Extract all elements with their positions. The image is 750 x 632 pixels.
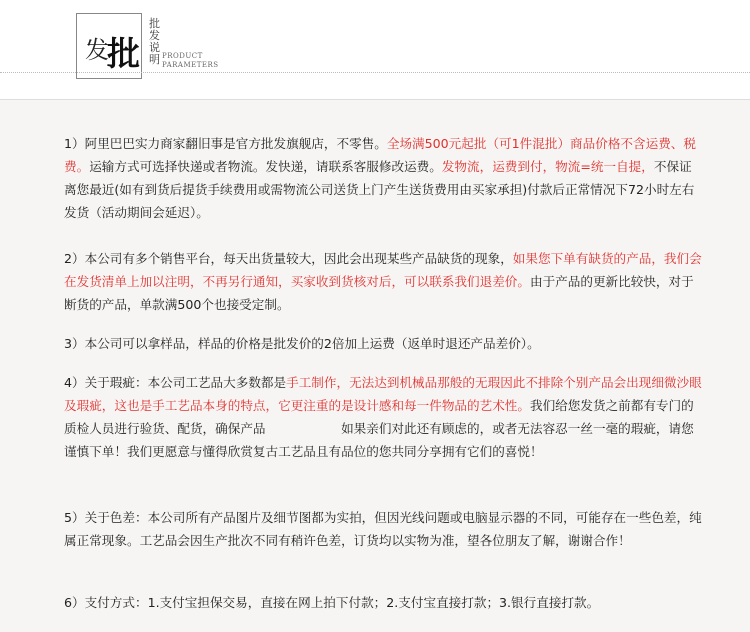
english-line-2: PARAMETERS [162, 61, 219, 69]
para-1-seg-5: 不保证离您最近(如有到货后提货手续费用或需物流公司送货上门产生送货费用由买家承担)付款后正常情况下72小时左右发货（活动期间会延迟）。 [64, 159, 695, 220]
para-2-seg-1: 2）本公司有多个销售平台，每天出货量较大，因此会出现某些产品缺货的现象， [64, 251, 513, 266]
paragraph-5 [64, 506, 704, 552]
para-2-seg-2: 如果您下单有缺货的产品，我们会在发货清单上加以注明，不再另行通知，买家收到货核对后，可以联系我们退差价。 [64, 251, 702, 289]
english-subtitle [162, 52, 219, 70]
paragraph-6 [64, 591, 704, 614]
vertical-title: 批发说明 [149, 17, 160, 66]
title-logo [76, 13, 142, 79]
para-3-seg-1: 3）本公司可以拿样品，样品的价格是批发价的2倍加上运费（返单时退还产品差价）。 [64, 336, 540, 351]
para-5-seg-1: 5）关于色差：本公司所有产品图片及细节图都为实拍，但因光线问题或电脑显示器的不同，可能存在一些色差，纯属正常现象。工艺品会因生产批次不同有稍许色差，订货均以实物为准，望各位朋友了解，谢谢合作！ [64, 510, 702, 548]
para-4-seg-3: 我们给您发货之前都有专门的质检人员进行验货、配货，确保产品 如果亲们对此还有顾虑的，或者无法容忍一丝一毫的瑕疵，请您谨慎下单！我们更愿意与懂得欣赏复古工艺品且有品位的您共同分享拥有它们的喜悦！ [64, 398, 694, 459]
paragraph-1 [64, 132, 704, 224]
para-4-seg-2: 手工制作，无法达到机械品那般的无瑕因此不排除个别产品会出现细微沙眼及瑕疵，这也是手工艺品本身的特点，它更注重的是设计感和每一件物品的艺术性。 [64, 375, 702, 413]
header-divider-dotted [0, 72, 750, 73]
content-area [0, 100, 750, 632]
logo-char-big: 批 [107, 34, 140, 73]
logo-char-small: 发 [85, 36, 109, 64]
para-1-seg-2: 全场满500元起批（可1件混批）商品价格不含运费、税费。 [64, 136, 696, 174]
para-1-seg-4: 发物流，运费到付，物流=统一自提， [441, 159, 654, 174]
para-4-seg-1: 4）关于瑕疵：本公司工艺品大多数都是 [64, 375, 287, 390]
paragraph-4 [64, 371, 704, 463]
para-2-seg-3: 由于产品的更新比较快，对于断货的产品，单款满500个也接受定制。 [64, 274, 694, 312]
para-6-seg-1: 6）支付方式：1.支付宝担保交易，直接在网上拍下付款；2.支付宝直接打款；3.银行直接打款。 [64, 595, 600, 610]
para-1-seg-1: 1）阿里巴巴实力商家翻旧事是官方批发旗舰店，不零售。 [64, 136, 387, 151]
paragraph-3 [64, 332, 704, 355]
paragraph-2 [64, 247, 704, 316]
para-1-seg-3: 运输方式可选择快递或者物流。发快递，请联系客服修改运费。 [89, 159, 442, 174]
english-line-1: PRODUCT [162, 52, 203, 60]
header [0, 0, 750, 100]
